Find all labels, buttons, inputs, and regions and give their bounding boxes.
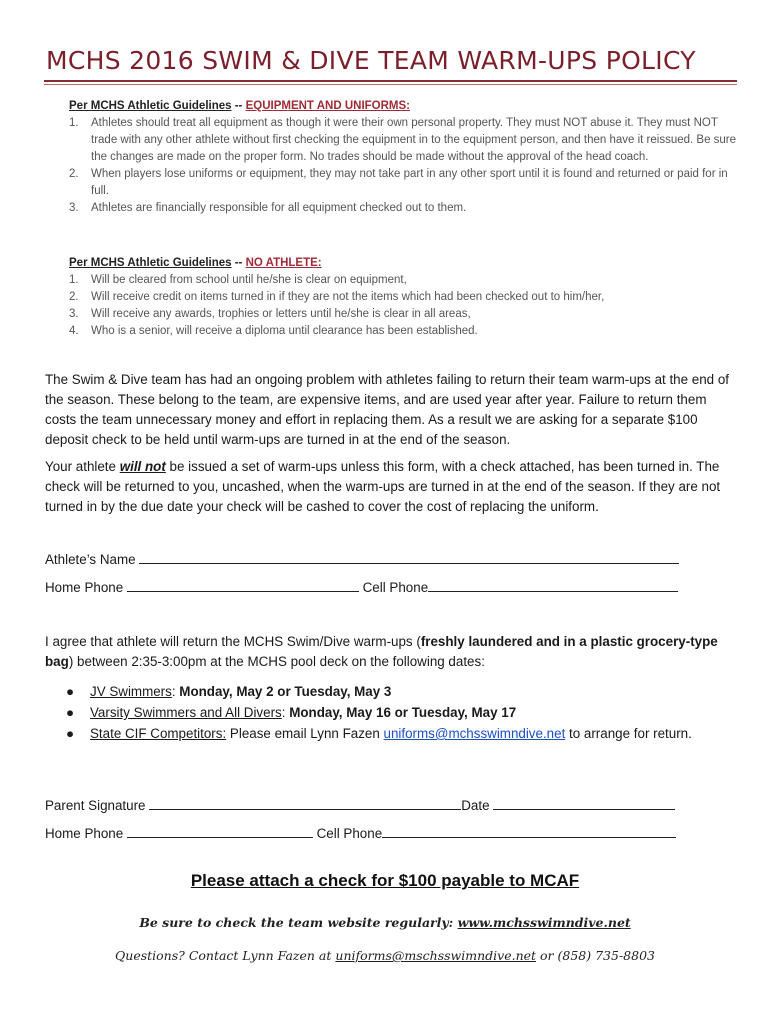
- list-item: [69, 115, 739, 166]
- item-text: Will receive credit on items turned in if they are not the items which had been checked out to him/her,: [91, 291, 605, 303]
- email-instruction: Please email Lynn Fazen: [229, 726, 384, 741]
- cell-phone-label: Cell Phone: [316, 826, 383, 841]
- return-dates: Monday, May 2 or Tuesday, May 3: [179, 684, 392, 699]
- item-number: 1.: [69, 274, 79, 286]
- return-dates: Monday, May 16 or Tuesday, May 17: [289, 705, 517, 720]
- bullet-icon: ●: [66, 705, 75, 720]
- group-label: JV Swimmers: [90, 684, 172, 699]
- contact-phone-text: or (858) 735-8803: [536, 948, 655, 963]
- item-number: 4.: [69, 325, 79, 337]
- agreement-paragraph: [45, 632, 735, 672]
- list-item: [69, 289, 739, 306]
- bullet-icon: ●: [66, 684, 75, 699]
- attach-note: [0, 871, 770, 891]
- athlete-name-field[interactable]: [139, 549, 679, 564]
- agreement-post: ) between 2:35-3:00pm at the MCHS pool deck on the following dates:: [68, 654, 485, 669]
- item-text: Will be cleared from school until he/she is clear on equipment,: [91, 274, 407, 286]
- label-separator: :: [171, 684, 180, 699]
- heading-separator: --: [231, 257, 246, 269]
- deposit-paragraph: [45, 457, 735, 517]
- title-rule: [44, 80, 737, 82]
- guidelines-label: Per MCHS Athletic Guidelines: [69, 100, 232, 112]
- item-text: Athletes should treat all equipment as though it were their own personal property. They must NOT abuse it. They must NOT trade with any other athlete without first checking the equipment in to the equipment person, and then have it reissued. Be sure the changes are made on the proper form. No trades should be made without the approval of the head coach.: [91, 117, 737, 163]
- bullet-icon: ●: [66, 726, 75, 741]
- home-phone-label: Home Phone: [45, 826, 124, 841]
- no-athlete-topic: NO ATHLETE:: [245, 257, 322, 269]
- home-phone-field[interactable]: [127, 577, 359, 592]
- list-item: [69, 166, 739, 200]
- cell-phone-field[interactable]: [428, 577, 678, 592]
- signature-row: [45, 795, 675, 816]
- date-field[interactable]: [493, 795, 675, 810]
- equipment-topic: EQUIPMENT AND UNIFORMS:: [245, 100, 410, 112]
- item-text: Who is a senior, will receive a diploma until clearance has been established.: [91, 325, 478, 337]
- item-text: Will receive any awards, trophies or letters until he/she is clear in all areas,: [91, 308, 471, 320]
- parent-signature-field[interactable]: [149, 795, 461, 810]
- website-note-text: Be sure to check the team website regularly:: [139, 915, 458, 930]
- list-item: [66, 702, 746, 723]
- item-number: 1.: [69, 117, 79, 129]
- list-item: [66, 723, 746, 744]
- date-label: Date: [461, 798, 490, 813]
- athlete-name-label: Athlete’s Name: [45, 552, 136, 567]
- parent-cell-phone-field[interactable]: [382, 823, 676, 838]
- list-item: [69, 323, 739, 340]
- item-number: 2.: [69, 291, 79, 303]
- contact-note: [0, 947, 770, 965]
- return-dates-list: [66, 681, 746, 744]
- will-not-emphasis: will not: [119, 459, 166, 474]
- no-athlete-list: [69, 272, 739, 340]
- parent-phone-row: [45, 823, 676, 844]
- item-number: 2.: [69, 168, 79, 180]
- item-number: 3.: [69, 202, 79, 214]
- label-separator: :: [281, 705, 290, 720]
- laundered-note: freshly laundered and in a plastic grocery-type bag: [45, 634, 718, 669]
- contact-note-text: Questions? Contact Lynn Fazen at: [115, 948, 336, 963]
- list-item: [69, 200, 739, 217]
- equipment-list: [69, 115, 739, 217]
- list-item: [69, 306, 739, 323]
- list-item: [66, 681, 746, 702]
- group-label: Varsity Swimmers and All Divers: [90, 705, 282, 720]
- cell-phone-label: Cell Phone: [362, 580, 429, 595]
- attach-check-text: Please attach a check for $100 payable to MCAF: [190, 871, 580, 890]
- home-phone-label: Home Phone: [45, 580, 124, 595]
- uniforms-email-link[interactable]: uniforms@mchsswimndive.net: [383, 726, 566, 741]
- deposit-text-pre: Your athlete: [45, 459, 120, 474]
- contact-email-link[interactable]: uniforms@mschsswimndive.net: [335, 948, 537, 963]
- equipment-section: [69, 98, 739, 217]
- item-text: Athletes are financially responsible for all equipment checked out to them.: [91, 202, 467, 214]
- guidelines-label: Per MCHS Athletic Guidelines: [69, 257, 232, 269]
- deposit-text-post: be issued a set of warm-ups unless this form, with a check attached, has been turned in. The check will be returned to you, uncashed, when the warm-ups are turned in at the end of the season. If they are not turned in by the due date your check will be cashed to cover the cost of replacing the uniform.: [45, 459, 721, 514]
- email-instruction-after: to arrange for return.: [565, 726, 692, 741]
- no-athlete-heading: [69, 255, 739, 272]
- list-item: [69, 272, 739, 289]
- item-number: 3.: [69, 308, 79, 320]
- no-athlete-section: [69, 255, 739, 340]
- group-label: State CIF Competitors:: [90, 726, 227, 741]
- phone-row: [45, 577, 678, 598]
- heading-separator: --: [231, 100, 246, 112]
- website-note: [0, 914, 770, 932]
- equipment-heading: [69, 98, 739, 115]
- page-title: MCHS 2016 SWIM & DIVE TEAM WARM-UPS POLICY: [46, 46, 696, 75]
- parent-home-phone-field[interactable]: [127, 823, 313, 838]
- problem-paragraph: The Swim & Dive team has had an ongoing problem with athletes failing to return their team warm-ups at the end of the season. These belong to the team, are expensive items, and are used year after year. Failure to return them costs the team unnecessary money and effort in replacing them. As a result we are asking for a separate $100 deposit check to be held until warm-ups are turned in at the end of the season.: [45, 372, 730, 447]
- athlete-name-row: [45, 549, 679, 570]
- website-link[interactable]: www.mchsswimndive.net: [457, 915, 631, 930]
- title-rule-thin: [44, 84, 737, 85]
- item-text: When players lose uniforms or equipment, they may not take part in any other sport until it is found and returned or paid for in full.: [91, 168, 728, 197]
- agreement-pre: I agree that athlete will return the MCHS Swim/Dive warm-ups (: [45, 634, 421, 649]
- parent-signature-label: Parent Signature: [45, 798, 146, 813]
